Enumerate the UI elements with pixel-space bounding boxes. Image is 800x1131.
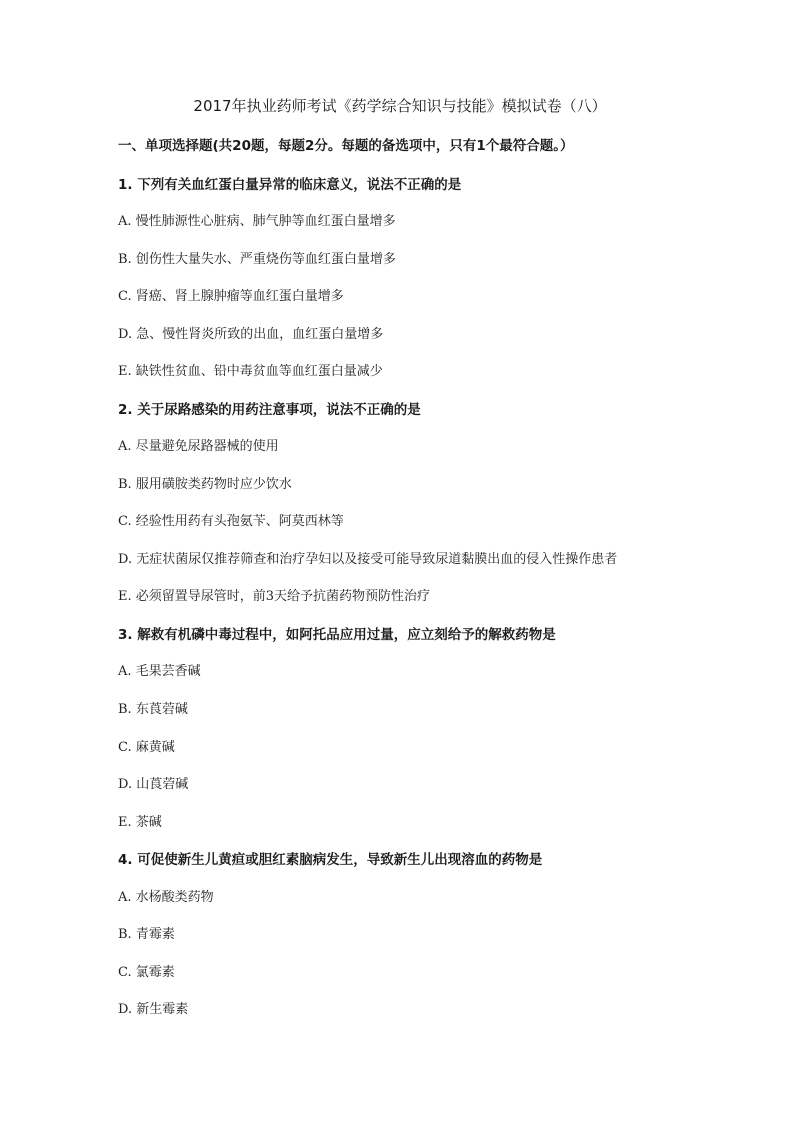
- option-e: E. 茶碱: [118, 815, 162, 830]
- exam-title: 2017年执业药师考试《药学综合知识与技能》模拟试卷（八）: [193, 97, 607, 115]
- question-stem: 4. 可促使新生儿黄疸或胆红素脑病发生，导致新生儿出现溶血的药物是: [118, 852, 543, 868]
- option-b: B. 服用磺胺类药物时应少饮水: [118, 477, 292, 492]
- option-d: D. 急、慢性肾炎所致的出血，血红蛋白量增多: [118, 327, 384, 342]
- option-c: C. 氯霉素: [118, 965, 175, 980]
- option-b: B. 青霉素: [118, 927, 175, 942]
- option-c: C. 肾癌、肾上腺肿瘤等血红蛋白量增多: [118, 289, 344, 304]
- option-c: C. 麻黄碱: [118, 740, 175, 755]
- option-e: E. 必须留置导尿管时，前3天给予抗菌药物预防性治疗: [118, 589, 431, 604]
- option-d: D. 山莨菪碱: [118, 777, 189, 792]
- option-b: B. 东莨菪碱: [118, 702, 188, 717]
- question-stem: 3. 解救有机磷中毒过程中，如阿托品应用过量，应立刻给予的解救药物是: [118, 627, 556, 643]
- section-heading: 一、单项选择题(共20题，每题2分。每题的备选项中，只有1个最符合题。）: [118, 138, 574, 154]
- option-d: D. 新生霉素: [118, 1002, 189, 1017]
- option-e: E. 缺铁性贫血、铅中毒贫血等血红蛋白量减少: [118, 364, 383, 379]
- option-a: A. 水杨酸类药物: [118, 890, 214, 905]
- option-a: A. 慢性肺源性心脏病、肺气肿等血红蛋白量增多: [118, 214, 396, 229]
- option-d: D. 无症状菌尿仅推荐筛查和治疗孕妇以及接受可能导致尿道黏膜出血的侵入性操作患者: [118, 552, 618, 567]
- option-a: A. 尽量避免尿路器械的使用: [118, 439, 279, 454]
- question-stem: 2. 关于尿路感染的用药注意事项，说法不正确的是: [118, 402, 421, 418]
- option-b: B. 创伤性大量失水、严重烧伤等血红蛋白量增多: [118, 252, 396, 267]
- option-a: A. 毛果芸香碱: [118, 664, 201, 679]
- question-stem: 1. 下列有关血红蛋白量异常的临床意义，说法不正确的是: [118, 177, 462, 193]
- option-c: C. 经验性用药有头孢氨苄、阿莫西林等: [118, 514, 344, 529]
